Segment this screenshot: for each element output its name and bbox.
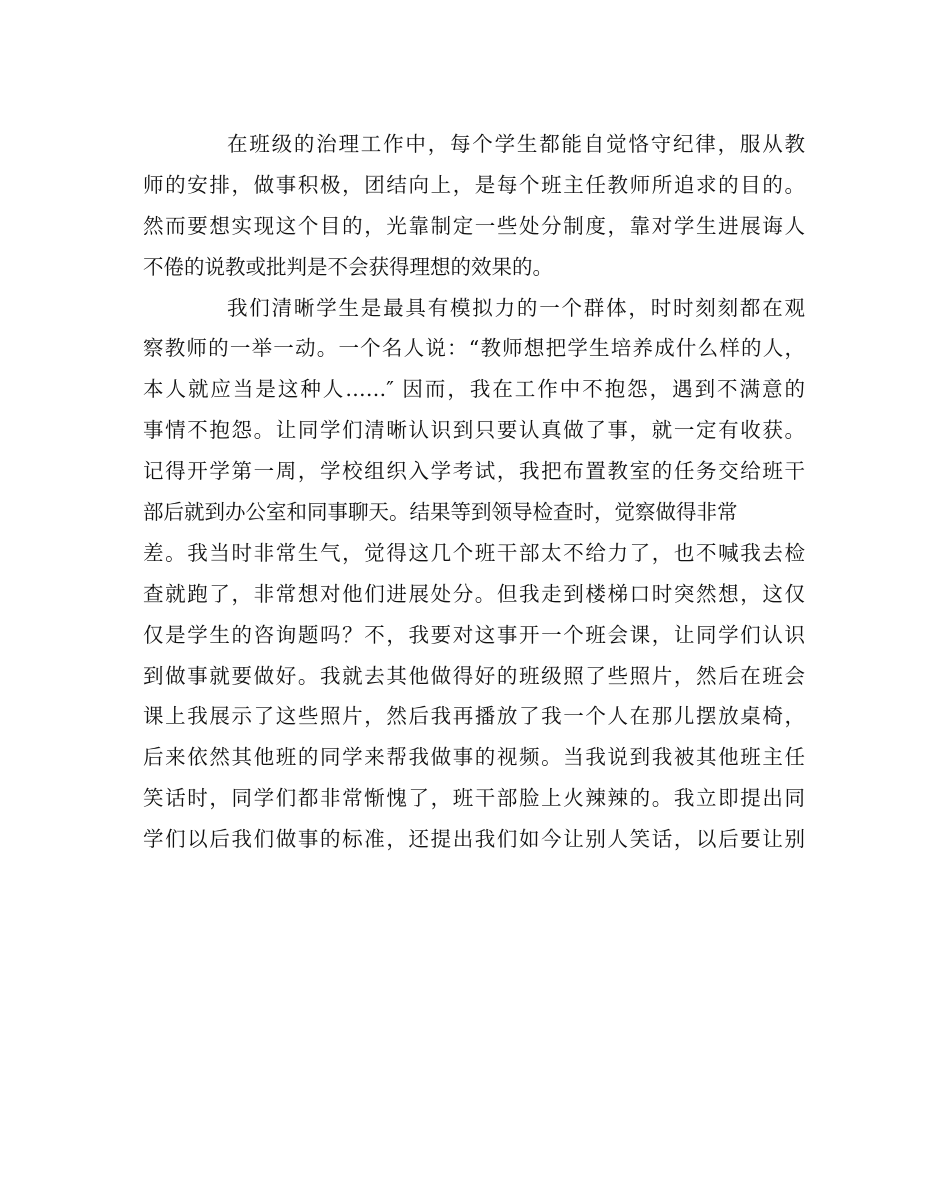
text-line: 师的安排，做事积极，团结向上，是每个班主任教师所追求的目的。 xyxy=(143,172,805,197)
text-line: 笑话时，同学们都非常惭愧了，班干部脸上火辣辣的。我立即提出同 xyxy=(143,786,805,811)
text-line: 仅是学生的咨询题吗？不，我要对这事开一个班会课，让同学们认识 xyxy=(143,622,805,647)
text-line: 察教师的一举一动。一个名人说：“教师想把学生培养成什么样的人， xyxy=(143,336,805,361)
text-line: 记得开学第一周，学校组织入学考试，我把布置教室的任务交给班干 xyxy=(143,459,805,484)
body-text xyxy=(143,124,805,860)
text-line: 在班级的治理工作中，每个学生都能自觉恪守纪律，服从教 xyxy=(227,132,805,156)
text-line: 然而要想实现这个目的，光靠制定一些处分制度，靠对学生进展诲人 xyxy=(143,213,805,238)
text-line: 查就跑了，非常想对他们进展处分。但我走到楼梯口时突然想，这仅 xyxy=(143,581,805,606)
text-line: 学们以后我们做事的标准，还提出我们如今让别人笑话，以后要让别 xyxy=(143,827,805,852)
text-line: 课上我展示了这些照片，然后我再播放了我一个人在那儿摆放桌椅， xyxy=(143,704,805,729)
text-line: 到做事就要做好。我就去其他做得好的班级照了些照片，然后在班会 xyxy=(143,663,805,688)
text-line: 差。我当时非常生气，觉得这几个班干部太不给力了，也不喊我去检 xyxy=(143,540,805,565)
text-line: 本人就应当是这种人……″ 因而，我在工作中不抱怨，遇到不满意的 xyxy=(143,377,805,402)
text-line: 后来依然其他班的同学来帮我做事的视频。当我说到我被其他班主任 xyxy=(143,745,805,770)
text-line: 事情不抱怨。让同学们清晰认识到只要认真做了事，就一定有收获。 xyxy=(143,418,805,443)
text-line: 我们清晰学生是最具有模拟力的一个群体，时时刻刻都在观 xyxy=(227,295,805,320)
text-line: 部后就到办公室和同事聊天。结果等到领导检查时，觉察做得非常 xyxy=(143,500,738,525)
text-line: 不倦的说教或批判是不会获得理想的效果的。 xyxy=(143,254,553,279)
